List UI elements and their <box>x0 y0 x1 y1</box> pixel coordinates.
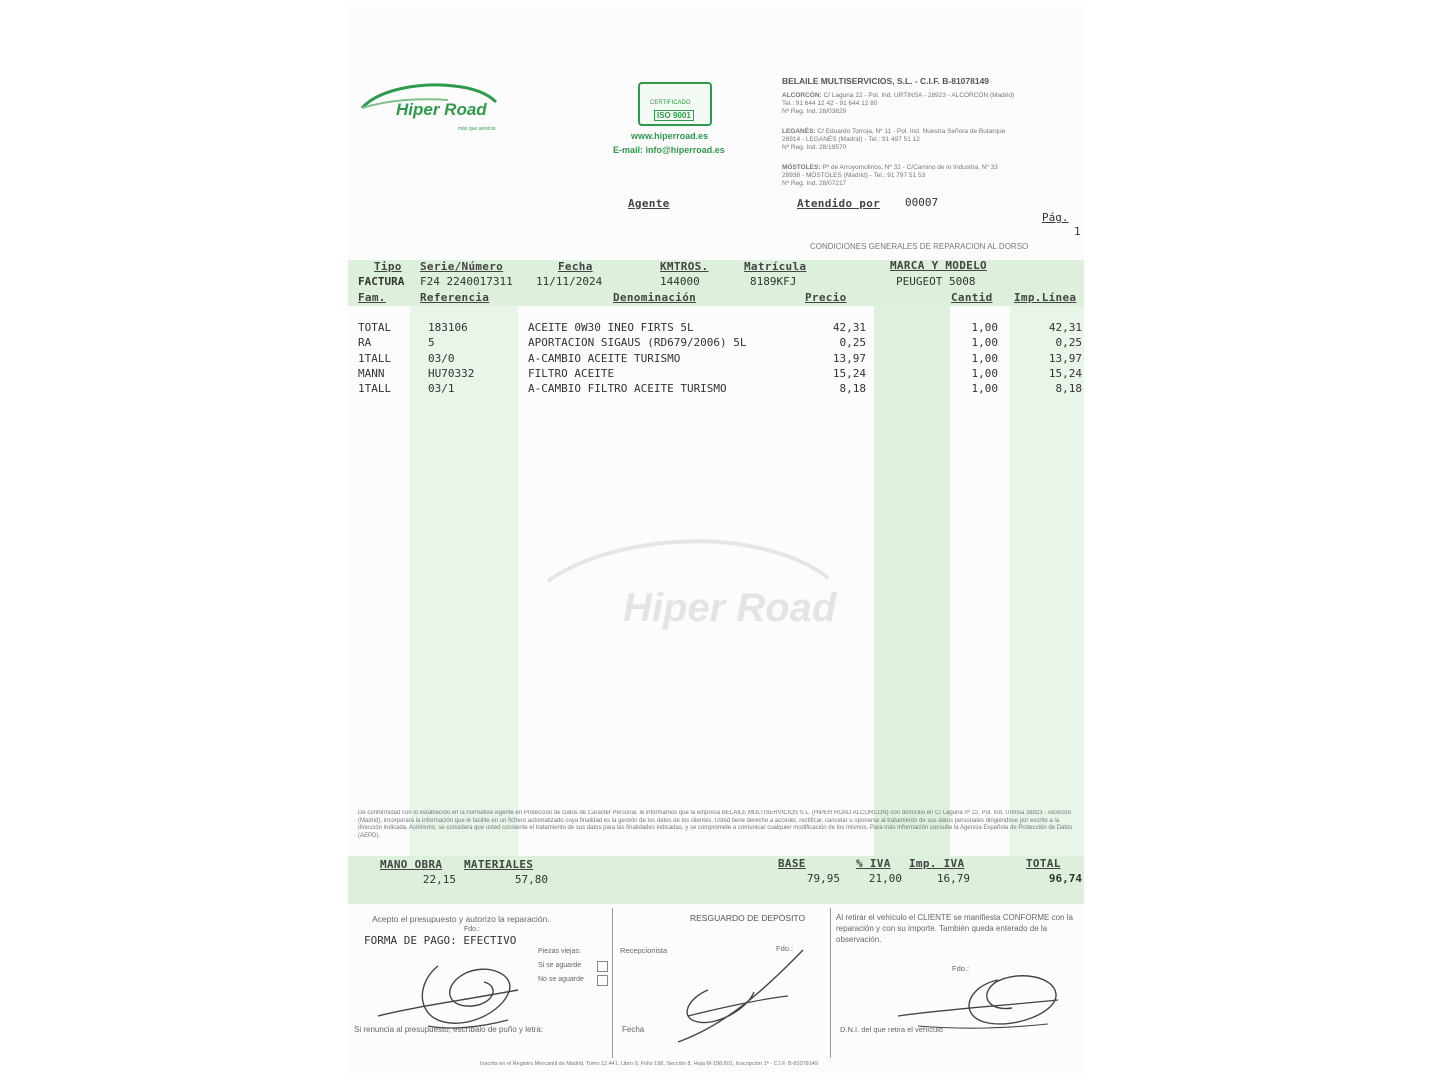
total-label: TOTAL <box>1026 857 1061 870</box>
line-cant: 1,00 <box>971 352 998 365</box>
line-precio: 0,25 <box>839 336 866 349</box>
line-imp: 8,18 <box>1055 382 1082 395</box>
branch-alcorcon-line3: Nº Reg. Ind. 28/03629 <box>782 108 847 115</box>
brand-logo-text: Hiper Road <box>396 100 487 119</box>
matricula-label: Matrícula <box>744 260 807 273</box>
line-den: A-CAMBIO ACEITE TURISMO <box>528 352 681 365</box>
line-precio: 13,97 <box>832 352 866 365</box>
iso-badge-number: ISO 9001 <box>654 110 694 121</box>
branch-mostoles-line2: 28938 - MÓSTOLES (Madrid) - Tel.: 91 797 51 53 <box>782 172 926 179</box>
company-web: www.hiperroad.es <box>631 131 709 141</box>
brand-tagline: más que servicio <box>458 126 496 132</box>
line-cant: 1,00 <box>971 382 998 395</box>
mano-obra-value: 22,15 <box>422 873 456 886</box>
line-ref: HU70332 <box>428 367 475 380</box>
line-fam: RA <box>358 336 372 349</box>
dni-label: D.N.I. del que retira el vehículo <box>840 1025 943 1034</box>
iva-imp-label: Imp. IVA <box>909 857 965 870</box>
retirar-text: Al retirar el vehículo el CLIENTE se manifiesta CONFORME con la reparación y con su importe. También queda enterado de la observación. <box>836 913 1073 944</box>
branch-leganes-line1: C/ Eduardo Torroja, Nº 11 - Pol. Ind. Nuestra Señora de Butarque <box>817 128 1006 135</box>
iva-pct-value: 21,00 <box>868 872 902 885</box>
page-label: Pág. <box>1042 211 1069 224</box>
branch-mostoles <box>782 164 998 188</box>
serie-value: F24 2240017311 <box>420 275 513 288</box>
line-den: APORTACION SIGAUS (RD679/2006) 5L <box>528 336 747 349</box>
materiales-label: MATERIALES <box>464 858 534 871</box>
line-cant: 1,00 <box>971 336 998 349</box>
company-email: E-mail: info@hiperroad.es <box>613 145 725 155</box>
fecha-footer-label: Fecha <box>622 1025 645 1034</box>
line-precio: 42,31 <box>832 321 866 334</box>
line-ref: 183106 <box>428 321 468 334</box>
green-column-left <box>410 306 518 856</box>
footer-divider <box>830 908 831 1058</box>
no-adjunta-checkbox[interactable] <box>597 975 608 986</box>
privacy-notice: De conformidad con lo establecido en la normativa vigente en Protección de Datos de Carácter Personal, le informamos que la empresa BELAILE MULTISERVICIOS S.L. (HIPER ROAD ALCORCÓN) con domicilio en C/ Laguna nº 22, Pol. Ind. Urtinsa 28923 - Alcorcón (Madrid), incorporará la información que le facilite en un fichero automatizado cuya finalidad es la gestión de los datos de los clientes. Usted tiene derecho a acceder, rectificar, cancelar u oponerse al tratamiento de sus datos personales dirigiéndose por escrito a la dirección indicada. Asimismo, se considera que usted consiente el tratamiento de sus datos para las finalidades indicadas, y se compromete a comunicar cualquier modificación de los mismos. Para más información consulte la Agencia Española de Protección de Datos (AEPD). <box>358 810 1073 839</box>
col-fam: Fam. <box>358 291 386 304</box>
kms-value: 144000 <box>660 275 700 288</box>
no-adjunta-label: No se aguarde <box>538 976 584 983</box>
deposito-title: RESGUARDO DE DEPÓSITO <box>690 913 806 923</box>
line-precio: 15,24 <box>832 367 866 380</box>
iva-imp-value: 16,79 <box>936 872 970 885</box>
base-value: 79,95 <box>806 872 840 885</box>
branch-leganes-title: LEGANÉS: <box>782 128 816 135</box>
line-den: FILTRO ACEITE <box>528 367 615 380</box>
serie-label: Serie/Número <box>420 260 504 273</box>
col-cant: Cantid <box>951 291 993 304</box>
materiales-value: 57,80 <box>514 873 548 886</box>
branch-alcorcon <box>782 92 1014 116</box>
line-den: ACEITE 0W30 INEO FIRTS 5L <box>528 321 694 334</box>
footer-divider <box>612 908 613 1058</box>
col-ref: Referencia <box>420 291 490 304</box>
line-fam: MANN <box>358 367 385 380</box>
fecha-value: 11/11/2024 <box>536 275 603 288</box>
line-fam: TOTAL <box>358 321 392 334</box>
company-name: BELAILE MULTISERVICIOS, S.L. - C.I.F. B-81078149 <box>782 76 990 86</box>
recepcionista-label: Recepcionista <box>620 946 668 955</box>
totals-band <box>348 856 1084 904</box>
client-signature <box>368 946 538 1041</box>
line-ref: 5 <box>428 336 435 349</box>
branch-mostoles-title: MÓSTOLES: <box>782 164 821 171</box>
matricula-value: 8189KFJ <box>750 275 797 288</box>
agente-label: Agente <box>628 197 670 210</box>
forma-pago: FORMA DE PAGO: EFECTIVO <box>364 934 517 947</box>
branch-alcorcon-title: ALCORCÓN: <box>782 92 822 99</box>
branch-mostoles-line1: Pº de Arroyomolinos, Nº 32 - C/Camino de lo Industria, Nº 33 <box>822 164 998 171</box>
line-imp: 15,24 <box>1048 367 1082 380</box>
marca-label: MARCA Y MODELO <box>890 259 987 272</box>
accept-text: Acepto el presupuesto y autorizo la reparación. <box>372 914 550 924</box>
col-den: Denominación <box>613 291 697 304</box>
branch-alcorcon-line1: C/ Laguna 22 - Pol. Ind. URTINSA - 28923 - ALCORCÓN (Madrid) <box>823 92 1015 99</box>
total-value: 96,74 <box>1048 872 1082 885</box>
line-fam: 1TALL <box>358 382 392 395</box>
branch-alcorcon-line2: Tel.: 91 644 12 42 - 91 644 12 80 <box>782 100 878 107</box>
col-imp: Imp.Línea <box>1014 291 1077 304</box>
se-adjunta-label: Si se aguarde <box>538 962 582 969</box>
tipo-label: Tipo <box>374 260 402 273</box>
line-ref: 03/1 <box>428 382 455 395</box>
line-fam: 1TALL <box>358 352 392 365</box>
tipo-value: FACTURA <box>358 275 405 288</box>
line-imp: 42,31 <box>1048 321 1082 334</box>
piezas-label: Piezas viejas: <box>538 948 581 955</box>
col-precio: Precio <box>805 291 847 304</box>
branch-leganes-line2: 28914 - LEGANÉS (Madrid) - Tel.: 91 497 51 12 <box>782 136 920 143</box>
branch-leganes-line3: Nº Reg. Ind. 28/19570 <box>782 144 847 151</box>
line-imp: 0,25 <box>1055 336 1082 349</box>
watermark-brand: Hiper Road <box>623 586 837 630</box>
iso-badge-label: CERTIFICADO <box>650 100 691 106</box>
registry-footer: Inscrita en el Registro Mercantil de Madrid, Tomo 12.441, Libro 0, Folio 198, Sección 8, Hoja M-198.601, Inscripción 1ª - C.I.F. B-81078149 <box>480 1061 818 1067</box>
atendido-value: 00007 <box>905 196 939 209</box>
marca-value: PEUGEOT 5008 <box>896 275 976 288</box>
line-imp: 13,97 <box>1048 352 1082 365</box>
branch-mostoles-line3: Nº Reg. Ind. 28/07217 <box>782 180 847 187</box>
iva-pct-label: % IVA <box>856 857 891 870</box>
kms-label: KMTROS. <box>660 260 709 273</box>
fdo3-label: Fdo.: <box>952 964 970 973</box>
atendido-label: Atendido por <box>797 197 881 210</box>
base-label: BASE <box>778 857 806 870</box>
invoice-sheet <box>348 6 1084 1074</box>
line-cant: 1,00 <box>971 367 998 380</box>
se-adjunta-checkbox[interactable] <box>597 961 608 972</box>
fecha-label: Fecha <box>558 260 593 273</box>
line-den: A-CAMBIO FILTRO ACEITE TURISMO <box>528 382 727 395</box>
fdo2-label: Fdo.: <box>776 944 794 953</box>
customer-pickup-signature <box>888 966 1068 1046</box>
line-ref: 03/0 <box>428 352 455 365</box>
renuncia-text: Si renuncia al presupuesto, escríbalo de puño y letra: <box>354 1025 544 1034</box>
mano-obra-label: MANO OBRA <box>380 858 443 871</box>
conditions-note: CONDICIONES GENERALES DE REPARACION AL DORSO <box>810 242 1029 251</box>
page-number: 1 <box>1074 225 1081 238</box>
line-precio: 8,18 <box>839 382 866 395</box>
branch-leganes <box>782 128 1005 152</box>
fdo-label: Fdo.: <box>464 926 480 933</box>
line-cant: 1,00 <box>971 321 998 334</box>
receptionist-signature <box>658 946 808 1046</box>
